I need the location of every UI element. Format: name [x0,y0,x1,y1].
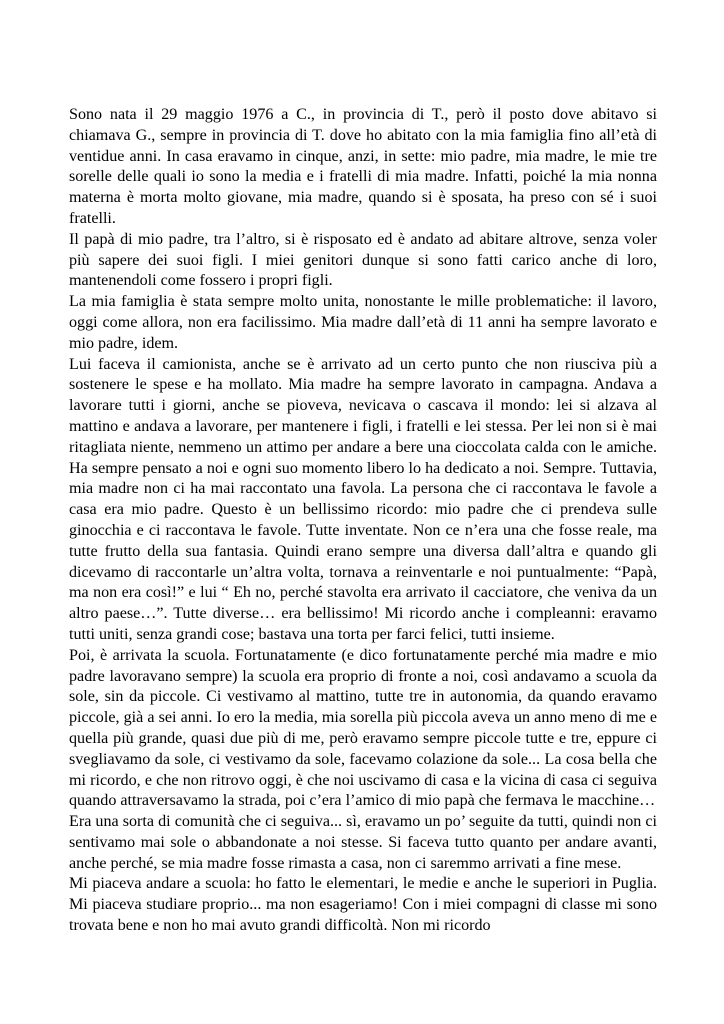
paragraph-studies: Mi piaceva andare a scuola: ho fatto le elementari, le medie e anche le superiori in Puglia. Mi piaceva studiare proprio... ma non esageriamo! Con i miei compagni di classe mi sono trovata bene e non ho mai avuto grandi difficoltà. Non mi ricordo [69,875,657,935]
paragraph-school: Poi, è arrivata la scuola. Fortunatamente (e dico fortunatamente perché mia madre e mio padre lavoravano sempre) la scuola era proprio di fronte a noi, così andavamo a scuola da sole, sin da piccole. Ci vestivamo al mattino, tutte tre in autonomia, da quando eravamo piccole, già a sei anni. Io ero la media, mia sorella più piccola aveva un anno meno di me e quella più grande, quasi due più di me, però eravamo sempre piccole tutte e tre, eppure ci svegliavamo da sole, ci vestivamo da sole, facevamo colazione da sole... La cosa bella che mi ricordo, e che non ritrovo oggi, è che noi uscivamo di casa e la vicina di casa ci seguiva quando attraversavamo la strada, poi c’era l’amico di mio papà che fermava le macchine… [69,646,657,810]
body-text [69,105,657,937]
paragraph-parents-work: Lui faceva il camionista, anche se è arrivato ad un certo punto che non riusciva più a sostenere le spese e ha mollato. Mia madre ha sempre lavorato in campagna. Andava a lavorare tutti i giorni, anche se pioveva, nevicava o cascava il mondo: lei si alzava al mattino e andava a lavorare, per mantenere i figli, i fratelli e lei stessa. Per lei non si è mai ritagliata niente, nemmeno un attimo per andare a bere una cioccolata calda con le amiche. Ha sempre pensato a noi e ogni suo momento libero lo ha dedicato a noi. Sempre. Tuttavia, mia madre non ci ha mai raccontato una favola. La persona che ci raccontava le favole a casa era mio padre. Questo è un bellissimo ricordo: mio padre che ci prendeva sulle ginocchia e ci raccontava le favole. Tutte inventate. Non ce n’era una che fosse reale, ma tutte frutto della sua fantasia. Quindi erano sempre una diversa dall’altra e quando gli dicevamo di raccontarle un’altra volta, tornava a reinventarle e noi puntualmente: “Papà, ma non era così!” e lui “ Eh no, perché stavolta era arrivato il cacciatore, che veniva da un altro paese…”. Tutte diverse… era bellissimo! Mi ricordo anche i compleanni: eravamo tutti uniti, senza grandi cose; bastava una torta per farci felici, tutti insieme. [69,355,657,643]
paragraph-family: La mia famiglia è stata sempre molto unita, nonostante le mille problematiche: il lavoro, oggi come allora, non era facilissimo. Mia madre dall’età di 11 anni ha sempre lavorato e mio padre, idem. [69,293,657,352]
paragraph-community: Era una sorta di comunità che ci seguiva... sì, eravamo un po’ seguite da tutti, quindi non ci sentivamo mai sole o abbandonate a noi stesse. Si faceva tutto quanto per andare avanti, anche perché, se mia madre fosse rimasta a casa, non ci saremmo arrivati a fine mese. [69,813,657,872]
paragraph-birth: Sono nata il 29 maggio 1976 a C., in provincia di T., però il posto dove abitavo si chiamava G., sempre in provincia di T. dove ho abitato con la mia famiglia fino all’età di ventidue anni. In casa eravamo in cinque, anzi, in sette: mio padre, mia madre, le mie tre sorelle delle quali io sono la media e i fratelli di mia madre. Infatti, poiché la mia nonna materna è morta molto giovane, mia madre, quando si è sposata, ha preso con sé i suoi fratelli. [69,106,657,227]
paragraph-grandfather: Il papà di mio padre, tra l’altro, si è risposato ed è andato ad abitare altrove, senza voler più sapere dei suoi figli. I miei genitori dunque si sono fatti carico anche di loro, mantenendoli come fossero i propri figli. [69,230,657,290]
